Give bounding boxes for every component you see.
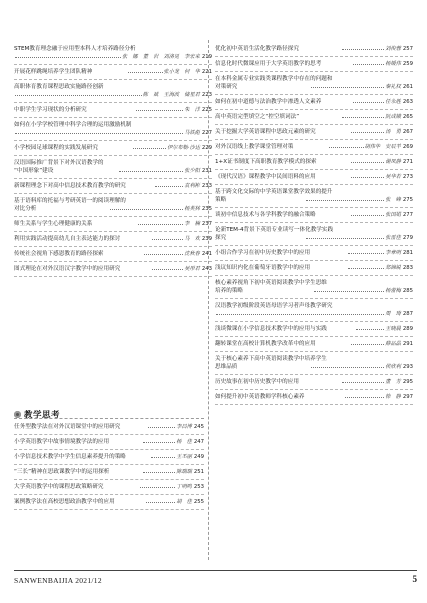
toc-entry-page: 231	[201, 168, 212, 174]
leader-dots	[306, 200, 385, 201]
toc-entry[interactable]	[14, 121, 212, 137]
toc-entry-page: 289	[402, 326, 413, 332]
toc-entry-authors: 陈 斌 王海波 储星君	[142, 92, 200, 98]
toc-entry[interactable]	[14, 453, 204, 461]
toc-entry-title: 思维品质	[215, 364, 238, 370]
toc-entry-title: 浅谈微课在小学信息技术教学中的应用与实践	[215, 326, 327, 332]
toc-entry-title: 案例教学法在高校思想政治教学中的应用	[14, 499, 115, 505]
toc-entry-page: 255	[193, 499, 204, 505]
left-column-bottom	[14, 423, 204, 513]
toc-entry-page: 273	[402, 174, 413, 180]
toc-entry[interactable]	[14, 220, 212, 228]
toc-entry-title: 关于挖掘大学英语课程中思政元素的研究	[215, 129, 316, 135]
leader-dots	[15, 95, 142, 96]
toc-entry-authors: 王晓晨	[385, 326, 401, 332]
toc-entry-title: 浅议知识内化在葡萄牙语教学中的应用	[215, 265, 311, 271]
toc-entry-authors: 杨蕾梅	[385, 288, 401, 294]
toc-entry-authors: 胡 佳	[176, 499, 192, 505]
leader-dots	[351, 215, 385, 216]
toc-entry-authors: 张国娟	[385, 212, 401, 218]
toc-entry-title: 如何在初中道德与法治教学中渗透人文素养	[215, 99, 322, 105]
leader-dots	[136, 110, 184, 111]
toc-entry-page: 267	[402, 129, 413, 135]
toc-entry[interactable]	[215, 363, 413, 371]
toc-entry-authors: 李昌博	[176, 424, 192, 430]
entry-separator	[14, 449, 204, 450]
toc-entry[interactable]	[215, 173, 413, 181]
entry-separator	[14, 216, 212, 217]
section-header	[14, 404, 204, 421]
toc-entry-title: 传统社会视角下感恩教育的路径探索	[14, 251, 104, 257]
toc-entry-page: 263	[402, 99, 413, 105]
section-bullet-icon	[14, 411, 21, 418]
toc-entry-page: 277	[402, 212, 413, 218]
entry-separator	[14, 434, 204, 435]
toc-entry-authors: 沈秋春	[184, 251, 200, 257]
toc-entry-title: 历史故事在初中历史教学中的应用	[215, 379, 299, 385]
toc-entry[interactable]	[14, 144, 212, 152]
leader-dots	[143, 472, 176, 473]
toc-entry-title: 基于跨文化交际的中学英语课堂教学效果的提升	[215, 189, 333, 195]
toc-entry[interactable]	[215, 196, 413, 204]
toc-entry-page: 227	[201, 130, 212, 136]
toc-entry[interactable]	[14, 159, 212, 167]
leader-dots	[348, 253, 385, 254]
toc-entry-authors: 汤 勇	[385, 129, 401, 135]
entry-separator	[215, 222, 413, 223]
leader-dots	[138, 224, 183, 225]
toc-entry-title: 小组合作学习在初中历史教学中的应用	[215, 250, 311, 256]
toc-entry-authors: 郑锦锐	[385, 265, 401, 271]
toc-entry-authors: 董 芳	[385, 379, 401, 385]
entry-separator	[215, 275, 413, 276]
toc-entry[interactable]	[215, 310, 413, 318]
section-title: 教学思考	[24, 410, 61, 421]
toc-entry-authors: 张雷佳	[385, 235, 401, 241]
leader-dots	[306, 238, 385, 239]
toc-entry-page: 259	[402, 61, 413, 67]
toc-entry[interactable]	[215, 355, 413, 363]
toc-entry-authors: 陈瑞瑞	[176, 469, 192, 475]
leader-dots	[216, 314, 384, 315]
toc-entry[interactable]	[215, 226, 413, 234]
leader-dots	[311, 367, 384, 368]
toc-entry-title: 高中英语完型填空之“控空填词法”	[215, 114, 300, 120]
toc-entry[interactable]	[14, 265, 212, 273]
toc-entry-authors: 王丕丽	[176, 454, 192, 460]
toc-entry-page: 223	[201, 92, 212, 98]
toc-entry-title: 利用实践活动提高幼儿自主表达能力的探讨	[14, 236, 121, 242]
entry-separator	[215, 351, 413, 352]
toc-entry-page: 241	[201, 251, 212, 257]
toc-entry-authors: 吴华若	[385, 174, 401, 180]
leader-dots	[128, 72, 163, 73]
toc-entry-page: 285	[402, 288, 413, 294]
toc-entry[interactable]	[14, 438, 204, 446]
leader-dots	[151, 457, 175, 458]
toc-entry-title: 优化初中英语生活化教学路径探究	[215, 46, 299, 52]
page-footer	[0, 572, 427, 590]
toc-entry-page: 261	[402, 84, 413, 90]
toc-entry[interactable]	[215, 378, 413, 386]
toc-entry-authors: 朱 洋	[184, 107, 200, 113]
toc-entry-page: 293	[402, 364, 413, 370]
entry-separator	[215, 56, 413, 57]
entry-separator	[215, 124, 413, 125]
toc-entry-page: 245	[193, 424, 204, 430]
toc-entry-title: 任务型教学法在对外汉语课堂中的应用研究	[14, 424, 121, 430]
toc-entry-title: 在本科金属专业实践类课程教学中存在的问题和	[215, 76, 333, 82]
toc-entry-page: 281	[402, 250, 413, 256]
toc-entry-title: 师生关系与学生心理健康的关系	[14, 221, 93, 227]
toc-entry-title: 翻转课堂在高校计算机教学改革中的应用	[215, 341, 316, 347]
toc-entry-title: 高职体育教育课程思政实施路径创新	[14, 84, 104, 90]
toc-entry-title: 中职学生学习现状的分析研究	[14, 107, 87, 113]
toc-entry-page: 283	[402, 265, 413, 271]
entry-separator	[14, 276, 212, 277]
toc-entry-page: 297	[402, 394, 413, 400]
toc-entry-title: 如何提升初中英语教师学科核心素养	[215, 394, 305, 400]
toc-entry-authors: 徐 静	[385, 394, 401, 400]
toc-entry[interactable]	[14, 250, 212, 258]
toc-entry-authors: 阮成娥	[385, 114, 401, 120]
leader-dots	[148, 427, 175, 428]
toc-entry-authors: 伊尔布勒·沙达	[167, 145, 200, 151]
toc-entry-page: 225	[201, 107, 212, 113]
toc-entry[interactable]	[215, 287, 413, 295]
toc-entry[interactable]	[215, 340, 413, 348]
entry-separator	[14, 464, 204, 465]
toc-entry-title: 对比分析	[14, 206, 37, 212]
toc-entry[interactable]	[215, 302, 413, 310]
leader-dots	[351, 344, 385, 345]
toc-entry-authors: 张 娜 董 岩 刘洛见 李宏来	[122, 54, 200, 60]
toc-entry[interactable]	[14, 83, 212, 99]
toc-entry-authors: 丁明鸣	[176, 484, 192, 490]
toc-entry-authors: 杨媛伟	[385, 61, 401, 67]
leader-dots	[140, 487, 175, 488]
toc-entry[interactable]	[215, 60, 413, 68]
entry-separator	[215, 71, 413, 72]
toc-entry-authors: 吴彤君	[184, 266, 200, 272]
toc-entry[interactable]	[215, 75, 413, 83]
toc-entry-title: 新课程理念下对高中信息技术教育教学的研究	[14, 183, 126, 189]
toc-entry-title: 信息化时代微课应用于大学英语教学的思考	[215, 61, 322, 67]
entry-separator	[215, 139, 413, 140]
toc-entry[interactable]	[14, 483, 204, 491]
journal-footer-text: SANWENBAIJIA 2021/12	[14, 576, 102, 585]
toc-entry-authors: 袁利彬	[184, 183, 200, 189]
leader-dots	[348, 268, 385, 269]
toc-entry-title: 论新TEM-4背景下英语专业读写一体化教学实践	[215, 227, 334, 233]
toc-entry[interactable]	[215, 83, 413, 91]
entry-separator	[215, 404, 413, 405]
toc-entry-page: 271	[402, 159, 414, 165]
entry-separator	[215, 109, 413, 110]
toc-entry[interactable]	[215, 45, 413, 53]
toc-entry-authors: 马铁彪	[184, 130, 200, 136]
entry-separator	[14, 231, 212, 232]
entry-separator	[215, 389, 413, 390]
leader-dots	[353, 102, 384, 103]
leader-dots	[342, 117, 384, 118]
leader-dots	[345, 397, 384, 398]
leader-dots	[155, 186, 183, 187]
toc-entry[interactable]	[14, 167, 212, 175]
entry-separator	[14, 64, 212, 65]
entry-separator	[14, 261, 212, 262]
toc-entry-page: 243	[201, 266, 212, 272]
leader-dots	[351, 177, 385, 178]
leader-dots	[314, 291, 384, 292]
toc-entry[interactable]	[14, 197, 212, 205]
toc-entry-title: “中国形象”建设	[14, 168, 54, 174]
leader-dots	[356, 329, 384, 330]
page-number: 5	[412, 574, 417, 584]
toc-entry-authors: 胡伟华 安辰羊	[364, 144, 401, 150]
leader-dots	[329, 147, 364, 148]
toc-entry-title: 核心素养视角下初中英语阅读教学中学生思维	[215, 280, 327, 286]
entry-separator	[14, 140, 212, 141]
toc-entry-title: 基于语料库的托福与考研英语一的阅读理解的	[14, 198, 126, 204]
toc-entry[interactable]	[215, 98, 413, 106]
toc-entry[interactable]	[14, 205, 212, 213]
toc-entry[interactable]	[14, 468, 204, 476]
entry-separator	[14, 102, 212, 103]
entry-separator	[14, 193, 212, 194]
toc-entry-page: 237	[201, 221, 212, 227]
toc-entry[interactable]	[14, 498, 204, 506]
entry-separator	[215, 298, 413, 299]
toc-entry-page: 251	[193, 469, 204, 475]
toc-entry-authors: 薛品晶	[385, 341, 401, 347]
toc-entry-page: 279	[402, 235, 413, 241]
toc-entry-title: 培养的策略	[215, 288, 243, 294]
entry-separator	[215, 336, 413, 337]
toc-entry-title: 策略	[215, 197, 227, 203]
toc-entry-title: 小学英语教学中故事情境教学法的应用	[14, 439, 110, 445]
toc-entry[interactable]	[215, 264, 413, 272]
toc-entry[interactable]	[215, 188, 413, 196]
toc-entry-authors: 张少阳	[184, 168, 200, 174]
leader-dots	[144, 254, 183, 255]
toc-entry-authors: 刘俊蓉	[385, 46, 401, 52]
toc-entry[interactable]	[215, 234, 413, 242]
toc-entry-page: 291	[402, 341, 413, 347]
leader-dots	[15, 133, 183, 134]
toc-entry[interactable]	[14, 106, 212, 114]
toc-entry-page: 265	[402, 114, 413, 120]
leader-dots	[119, 171, 183, 172]
toc-entry[interactable]	[14, 182, 212, 190]
toc-entry[interactable]	[14, 45, 212, 61]
entry-separator	[14, 479, 204, 480]
toc-entry-page: 269	[402, 144, 413, 150]
toc-entry[interactable]	[215, 113, 413, 121]
toc-entry-title: 开展花样跳绳培养学生团队精神	[14, 69, 93, 75]
toc-entry[interactable]	[14, 235, 212, 243]
toc-entry-authors: 任永胜	[385, 99, 401, 105]
entry-separator	[14, 494, 204, 495]
leader-dots	[133, 148, 167, 149]
leader-dots	[15, 57, 121, 58]
toc-entry-page: 287	[402, 311, 413, 317]
toc-entry[interactable]	[215, 393, 413, 401]
entry-separator	[14, 246, 212, 247]
left-column-top	[14, 45, 212, 280]
toc-entry-authors: 张小龙 何 华	[163, 69, 200, 75]
toc-entry-page: 275	[402, 197, 413, 203]
toc-entry-title: 小学校园足球课程的实践发展研究	[14, 145, 98, 151]
toc-entry-title: 汉语国际推广背景下对外汉语教学的	[14, 160, 104, 166]
entry-separator	[14, 178, 212, 179]
toc-entry-authors: 李章明	[385, 250, 401, 256]
toc-entry-authors: 谢凤静	[385, 159, 401, 165]
leader-dots	[110, 209, 183, 210]
right-column	[215, 45, 413, 408]
toc-entry[interactable]	[14, 423, 204, 431]
toc-entry-title: 大学英语教学中的课程思政策略研究	[14, 484, 104, 490]
toc-entry[interactable]	[215, 128, 413, 136]
entry-separator	[14, 509, 204, 510]
toc-entry-title: “三长”精神在思政课教学中的运用探析	[14, 469, 110, 475]
toc-entry-page: 247	[193, 439, 204, 445]
leader-dots	[342, 49, 384, 50]
toc-entry-authors: 李 楠	[184, 221, 200, 227]
leader-dots	[143, 442, 176, 443]
toc-entry-authors: 马 欢	[184, 236, 200, 242]
toc-entry-title: 图式理论在对外汉语汉字教学中的应用研究	[14, 266, 121, 272]
toc-entry-page: 221	[201, 69, 212, 75]
entry-separator	[215, 207, 413, 208]
column-divider	[208, 40, 209, 560]
toc-entry-page: 257	[402, 46, 413, 52]
leader-dots	[342, 382, 384, 383]
toc-entry-authors: 张 峰	[385, 197, 401, 203]
entry-separator	[215, 154, 413, 155]
toc-entry[interactable]	[215, 143, 413, 151]
entry-separator	[215, 374, 413, 375]
leader-dots	[146, 502, 176, 503]
toc-entry-title: 《现代汉语》课程教学中民间语料的应用	[215, 174, 316, 180]
toc-entry-title: 谈初中信息技术与各学科教学的融合策略	[215, 212, 316, 218]
toc-entry-authors: 杨英林	[184, 206, 200, 212]
entry-separator	[215, 260, 413, 261]
toc-entry[interactable]	[14, 68, 212, 76]
toc-entry-page: 229	[201, 145, 213, 151]
toc-entry-authors: 周 琦	[385, 311, 401, 317]
entry-separator	[215, 321, 413, 322]
toc-entry-title: 探究	[215, 235, 227, 241]
toc-entry-title: 小学信息技术教学中学生信息素养提升的策略	[14, 454, 126, 460]
entry-separator	[215, 245, 413, 246]
leader-dots	[152, 239, 183, 240]
toc-entry-page: 253	[193, 484, 204, 490]
toc-entry-page: 219	[201, 54, 212, 60]
toc-entry-title: 关于核心素养下高中英语阅读教学中培养学生	[215, 356, 327, 362]
toc-entry-title: STEM教育理念融于应用型本科人才培养路径分析	[14, 46, 136, 52]
toc-entry-authors: 秦礼权	[385, 84, 401, 90]
toc-entry-page: 239	[201, 236, 212, 242]
entry-separator	[215, 184, 413, 185]
toc-entry[interactable]	[215, 158, 413, 166]
toc-entry[interactable]	[215, 211, 413, 219]
toc-entry-authors: 侯欣利	[385, 364, 401, 370]
toc-entry[interactable]	[215, 279, 413, 287]
toc-entry-page: 295	[402, 379, 413, 385]
leader-dots	[152, 269, 183, 270]
toc-entry[interactable]	[215, 325, 413, 333]
toc-entry-title: 如何在小学学校管理中科学合理的运用激励机制	[14, 122, 132, 128]
entry-separator	[14, 117, 212, 118]
entry-separator	[215, 94, 413, 95]
toc-entry-title: 汉语教学初级阶段英语母语学习者声母教学研究	[215, 303, 333, 309]
toc-entry-title: 对策研究	[215, 84, 238, 90]
toc-entry-authors: 杨 佳	[176, 439, 192, 445]
toc-entry[interactable]	[215, 249, 413, 257]
entry-separator	[14, 79, 212, 80]
toc-entry-title: 1+X证书制度下高职教育教学模式的探索	[215, 159, 317, 165]
toc-entry-title: 对外汉语线上教学课堂管理对策	[215, 144, 294, 150]
leader-dots	[351, 162, 384, 163]
leader-dots	[311, 87, 384, 88]
toc-entry-page: 249	[193, 454, 204, 460]
toc-entry-page: 233	[201, 183, 212, 189]
entry-separator	[14, 155, 212, 156]
entry-separator	[215, 169, 413, 170]
leader-dots	[353, 64, 384, 65]
leader-dots	[351, 132, 385, 133]
toc-entry-page: 235	[201, 206, 212, 212]
